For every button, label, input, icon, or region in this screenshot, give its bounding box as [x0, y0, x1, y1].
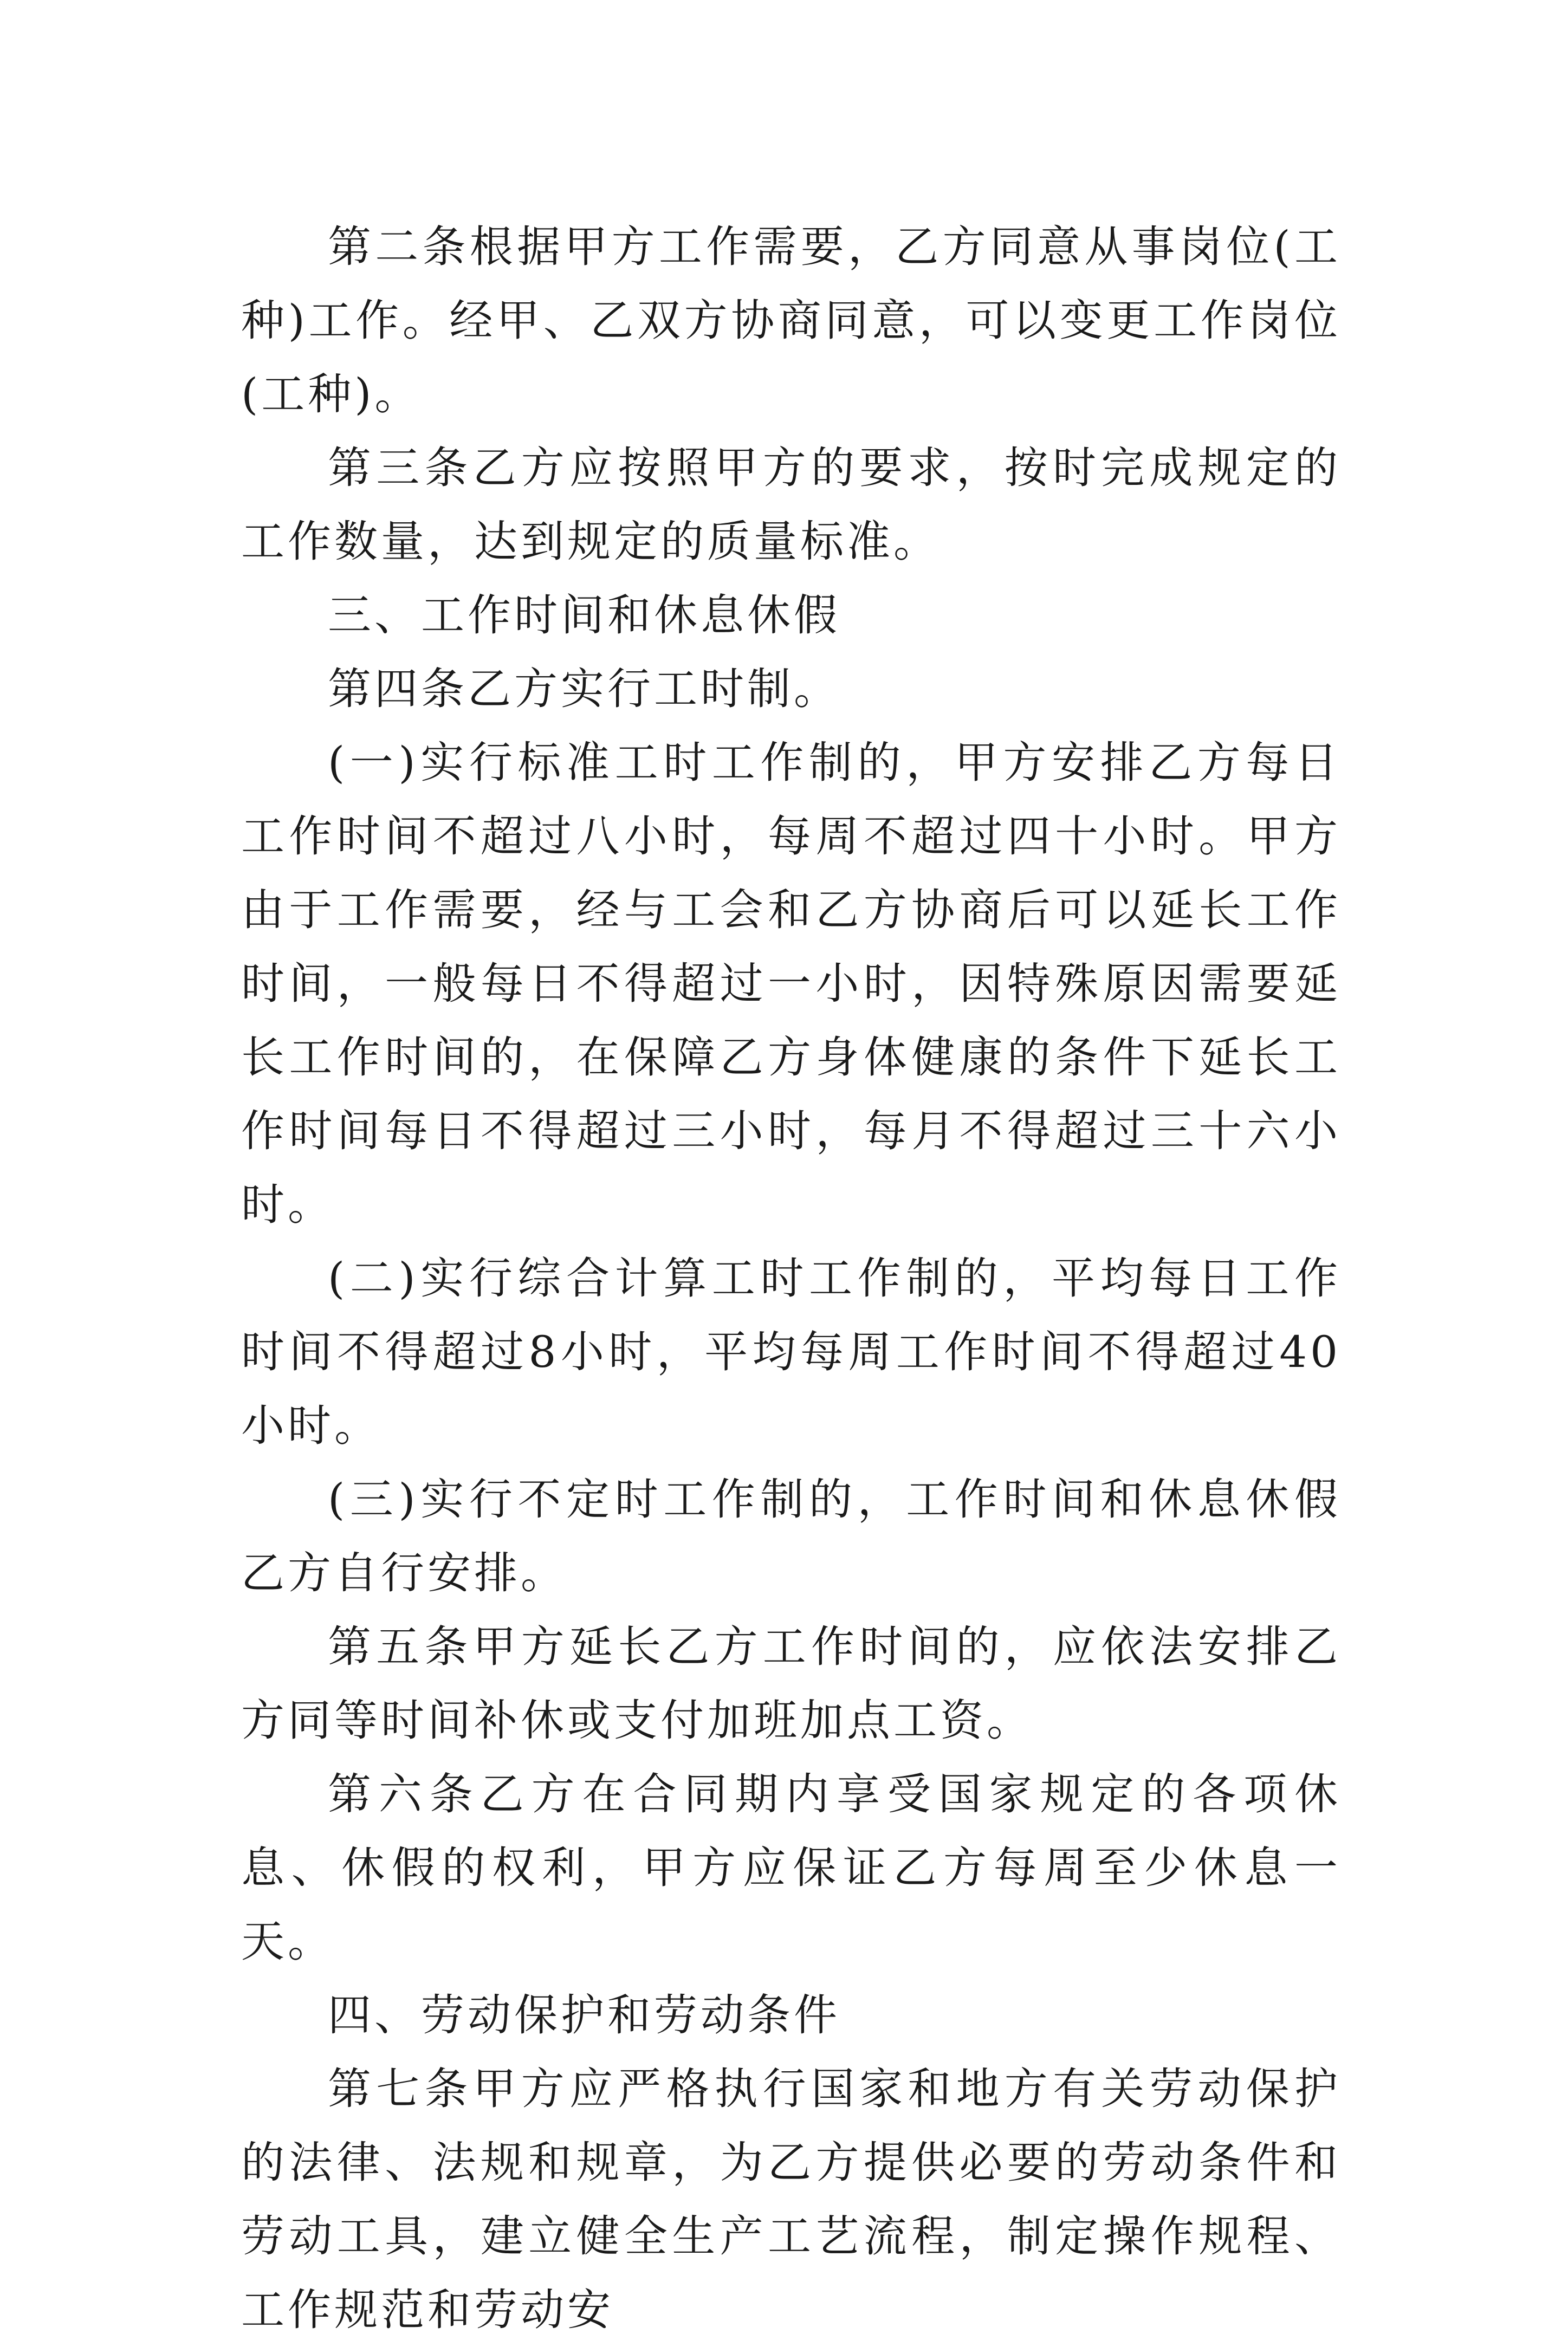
paragraph-item-2-comprehensive-hours: (二)实行综合计算工时工作制的，平均每日工作时间不得超过8小时，平均每周工作时间不得超过40小时。: [241, 1253, 1341, 1451]
section-heading-labor-protection: 四、劳动保护和劳动条件: [328, 1990, 840, 2040]
paragraph-article-6: 第六条乙方在合同期内享受国家规定的各项休息、休假的权利，甲方应保证乙方每周至少休息一天。: [241, 1769, 1341, 1967]
paragraph-item-3-flexible-hours: (三)实行不定时工作制的，工作时间和休息休假乙方自行安排。: [241, 1474, 1341, 1598]
paragraph-article-2: 第二条根据甲方工作需要，乙方同意从事岗位(工种)工作。经甲、乙双方协商同意，可以变更工作岗位(工种)。: [241, 222, 1341, 419]
paragraph-article-3: 第三条乙方应按照甲方的要求，按时完成规定的工作数量，达到规定的质量标准。: [241, 443, 1341, 567]
paragraph-article-7: 第七条甲方应严格执行国家和地方有关劳动保护的法律、法规和规章，为乙方提供必要的劳动条件和劳动工具，建立健全生产工艺流程，制定操作规程、工作规范和劳动安: [241, 2064, 1341, 2335]
paragraph-article-4: 第四条乙方实行工时制。: [328, 664, 840, 714]
document-body: [241, 210, 1341, 2347]
paragraph-article-5: 第五条甲方延长乙方工作时间的，应依法安排乙方同等时间补休或支付加班加点工资。: [241, 1622, 1341, 1746]
paragraph-item-1-standard-hours: (一)实行标准工时工作制的，甲方安排乙方每日工作时间不超过八小时，每周不超过四十小时。甲方由于工作需要，经与工会和乙方协商后可以延长工作时间，一般每日不得超过一小时，因特殊原因需要延长工作时间的，在保障乙方身体健康的条件下延长工作时间每日不得超过三小时，每月不得超过三十六小时。: [241, 737, 1341, 1230]
section-heading-working-hours: 三、工作时间和休息休假: [328, 590, 840, 640]
